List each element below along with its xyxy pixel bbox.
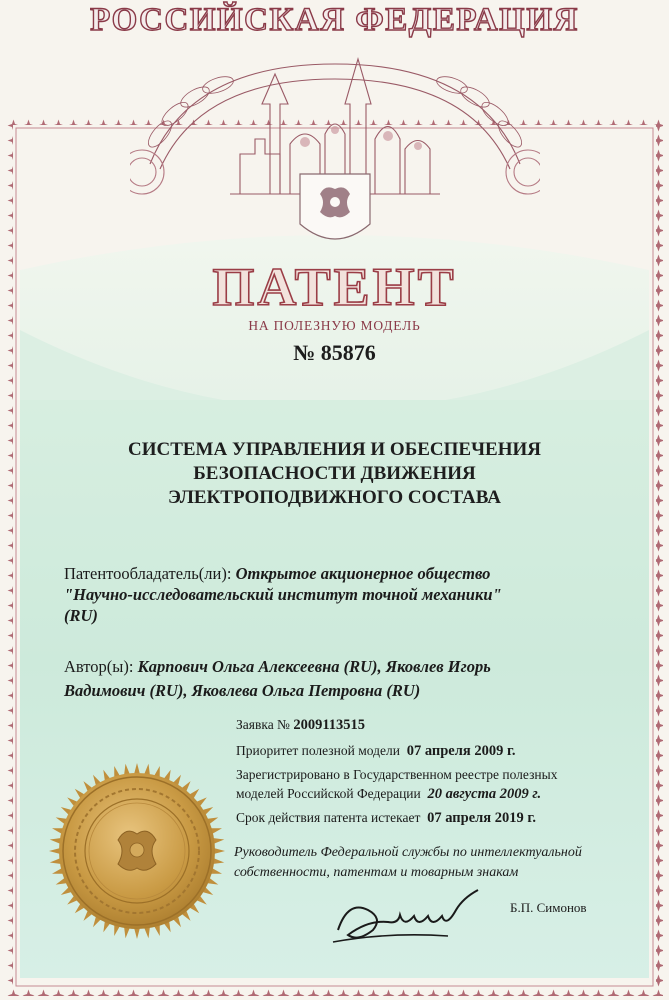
holder-value: Открытое акционерное общество <box>235 564 491 583</box>
signature-icon <box>328 880 488 950</box>
invention-title-line: ЭЛЕКТРОПОДВИЖНОГО СОСТАВА <box>168 487 501 508</box>
kremlin-emblem <box>130 44 540 254</box>
registered-date: 20 августа 2009 г. <box>427 786 542 802</box>
head-title-line: Руководитель Федеральной службы по интеллектуальной <box>234 845 582 860</box>
registered-label: Зарегистрировано в Государственном реестре полезных <box>236 767 558 782</box>
patent-subtitle: НА ПОЛЕЗНУЮ МОДЕЛЬ <box>248 318 421 333</box>
expiry-date: 07 апреля 2019 г. <box>427 810 536 826</box>
patent-number: № 85876 <box>293 340 376 365</box>
application-number: 2009113515 <box>293 717 366 733</box>
signer-name: Б.П. Симонов <box>510 900 587 915</box>
invention-title-line: БЕЗОПАСНОСТИ ДВИЖЕНИЯ <box>193 463 476 484</box>
invention-title-line: СИСТЕМА УПРАВЛЕНИЯ И ОБЕСПЕЧЕНИЯ <box>127 439 541 460</box>
patent-heading: ПАТЕНТ <box>212 257 457 317</box>
registration-details <box>236 715 636 828</box>
authors-value: Карпович Ольга Алексеевна (RU), Яковлев Игорь <box>137 657 491 676</box>
coat-of-arms-icon <box>300 174 370 239</box>
holder-value: "Научно-исследовательский институт точной механики" <box>64 585 502 604</box>
head-of-service-title <box>234 843 644 883</box>
country-title: РОССИЙСКАЯ ФЕДЕРАЦИЯ <box>90 2 579 38</box>
gold-seal-icon <box>46 760 228 942</box>
authors-value: Вадимович (RU), Яковлева Ольга Петровна (RU) <box>64 681 421 700</box>
registered-label: моделей Российской Федерации <box>236 786 421 801</box>
invention-title <box>60 438 609 510</box>
authors <box>64 655 624 703</box>
priority-label: Приоритет полезной модели <box>236 743 400 758</box>
expiry-label: Срок действия патента истекает <box>236 810 421 825</box>
holder-value: (RU) <box>64 606 98 625</box>
holder-label: Патентообладатель(ли): <box>64 564 232 583</box>
priority-date: 07 апреля 2009 г. <box>406 743 516 759</box>
head-title-line: собственности, патентам и товарным знакам <box>234 865 519 880</box>
authors-label: Автор(ы): <box>64 657 134 676</box>
patent-holder <box>64 563 624 626</box>
application-label: Заявка № <box>236 717 290 732</box>
